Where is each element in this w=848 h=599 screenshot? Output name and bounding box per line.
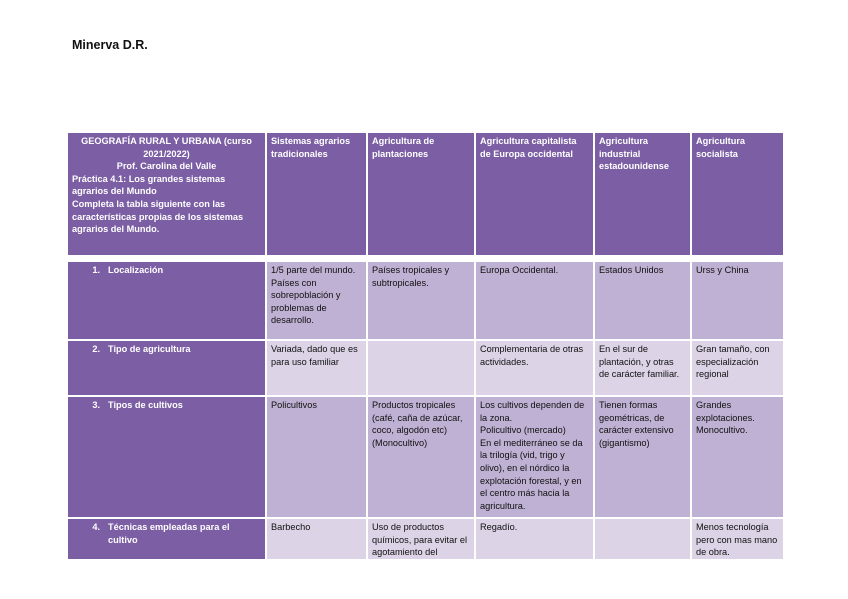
table-cell: En el sur de plantación, y otras de carácter familiar. [594,340,691,396]
table-row [67,340,784,396]
course-title-line2: 2021/2022) [143,148,190,159]
table-cell: Urss y China [691,261,784,340]
table-cell: Uso de productos químicos, para evitar el agotamiento del [367,518,475,560]
course-title-line1: GEOGRAFÍA RURAL Y URBANA (curso [81,136,252,146]
practice-title: Práctica 4.1: Los grandes sistemas agrarios del Mundo [72,173,226,197]
table-cell: Países tropicales y subtropicales. [367,261,475,340]
table-cell: Barbecho [266,518,367,560]
row-label-localizacion: 1. Localización [67,261,266,340]
column-header-traditional: Sistemas agrarios tradicionales [266,132,367,256]
row-label-tipos-cultivos: 3. Tipos de cultivos [67,396,266,518]
agrarian-systems-table [66,131,785,561]
table-cell: Gran tamaño, con especialización regional [691,340,784,396]
table-cell: Variada, dado que es para uso familiar [266,340,367,396]
table-row [67,518,784,560]
instruction-text: Completa la tabla siguiente con las características propias de los sistemas agrarios del Mundo. [72,198,244,235]
table-cell: Los cultivos dependen de la zona. Policultivo (mercado) En el mediterráneo se da la trilogía (vid, trigo y olivo), en el nórdico la explotación forestal, y en el centro más hacia la agricultura. [475,396,594,518]
table-header-row [67,132,784,256]
table-cell: Estados Unidos [594,261,691,340]
row-label-tipo-agricultura: 2. Tipo de agricultura [67,340,266,396]
header-title-cell [67,132,266,256]
table-row [67,396,784,518]
table-cell: Policultivos [266,396,367,518]
author-name: Minerva D.R. [72,38,148,52]
table-cell: Productos tropicales (café, caña de azúcar, coco, algodón etc) (Monocultivo) [367,396,475,518]
column-header-socialist: Agricultura socialista [691,132,784,256]
table-cell [367,340,475,396]
table-cell: Tienen formas geométricas, de carácter extensivo (gigantismo) [594,396,691,518]
table-cell: Grandes explotaciones. Monocultivo. [691,396,784,518]
table-cell [594,518,691,560]
column-header-capitalist-europe: Agricultura capitalista de Europa occidental [475,132,594,256]
teacher-name: Prof. Carolina del Valle [116,161,217,172]
table-cell: Europa Occidental. [475,261,594,340]
row-label-tecnicas: 4. Técnicas empleadas para el cultivo [67,518,266,560]
table-cell: Menos tecnología pero con mas mano de obra. [691,518,784,560]
table-cell: 1/5 parte del mundo. Países con sobrepoblación y problemas de desarrollo. [266,261,367,340]
column-header-industrial-us: Agricultura industrial estadounidense [594,132,691,256]
column-header-plantations: Agricultura de plantaciones [367,132,475,256]
table-cell: Regadío. [475,518,594,560]
table-row [67,261,784,340]
table-cell: Complementaria de otras actividades. [475,340,594,396]
